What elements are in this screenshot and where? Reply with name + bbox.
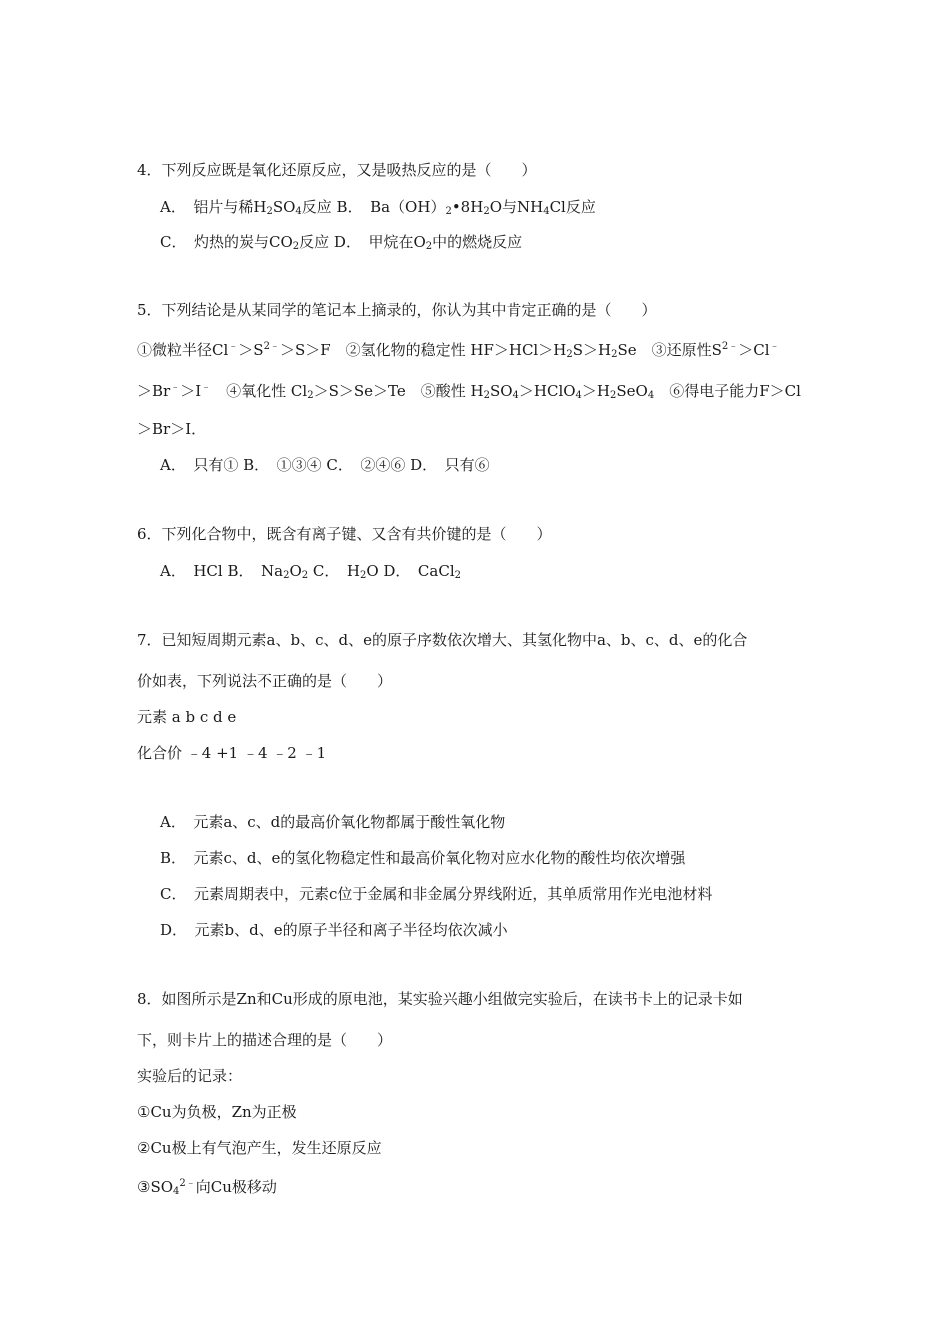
q5-statements-line3: ＞Br＞I． [137,420,207,438]
q4-stem: 4．下列反应既是氧化还原反应，又是吸热反应的是（ ） [137,161,537,179]
q4-options-cd: C． 灼热的炭与$CO_2$反应 D． 甲烷在$O_2$中的燃烧反应 [160,233,523,252]
q7-option-d: D． 元素b、d、e的原子半径和离子半径均依次减小 [160,921,508,939]
q8-record-title: 实验后的记录： [137,1067,243,1085]
q7-stem-line2: 价如表，下列说法不正确的是（ ） [137,672,393,690]
q6-options: A． HCl B． $Na_2O_2$ C． $H_2O$ D． CaCl$_2$ [160,562,461,581]
q8-record-3: $③SO_4^{2﹣}$向Cu极移动 [137,1178,277,1197]
q7-option-b: B． 元素c、d、e的氢化物稳定性和最高价氧化物对应水化物的酸性均依次增强 [160,849,686,867]
q8-stem-line1: 8．如图所示是Zn和Cu形成的原电池，某实验兴趣小组做完实验后，在读书卡上的记录卡如 [137,990,743,1008]
q7-option-a: A． 元素a、c、d的最高价氧化物都属于酸性氧化物 [160,813,506,831]
q5-stem: 5．下列结论是从某同学的笔记本上摘录的，你认为其中肯定正确的是（ ） [137,301,657,319]
q7-table-row-elements: 元素 a b c d e [137,708,237,726]
q6-stem: 6．下列化合物中，既含有离子键、又含有共价键的是（ ） [137,525,552,543]
q7-option-c: C． 元素周期表中，元素c位于金属和非金属分界线附近，其单质常用作光电池材料 [160,885,713,903]
q8-stem-line2: 下，则卡片上的描述合理的是（ ） [137,1031,393,1049]
q5-statements-line2: ＞Br﹣＞I﹣ ④氧化性 $Cl_2>S>Se>Te$ ⑤酸性 $H_2SO_4>HClO_4>H_2SeO_4$ ⑥得电子能力F＞Cl [137,382,801,401]
q4-options-ab: A． 铝片与稀$H_2SO_4$反应 B． $Ba(OH)_2•8H_2O$与$NH_4Cl$反应 [160,198,596,217]
q7-table-row-valence: 化合价 ﹣4 +1 ﹣4 ﹣2 ﹣1 [137,744,327,762]
q5-statements-line1: ①微粒半径$Cl^﹣>S^{2﹣}>S>F$ ②氢化物的稳定性 $HF>HCl>H_2S>H_2Se$ ③还原性$S^{2﹣}>Cl^﹣$ [137,341,780,360]
q5-options: A． 只有① B． ①③④ C． ②④⑥ D． 只有⑥ [160,456,490,474]
q8-record-1: ①Cu为负极，Zn为正极 [137,1103,297,1121]
q8-record-2: ②Cu极上有气泡产生，发生还原反应 [137,1139,382,1157]
q7-stem-line1: 7．已知短周期元素a、b、c、d、e的原子序数依次增大、其氢化物中a、b、c、d、e的化合 [137,631,748,649]
